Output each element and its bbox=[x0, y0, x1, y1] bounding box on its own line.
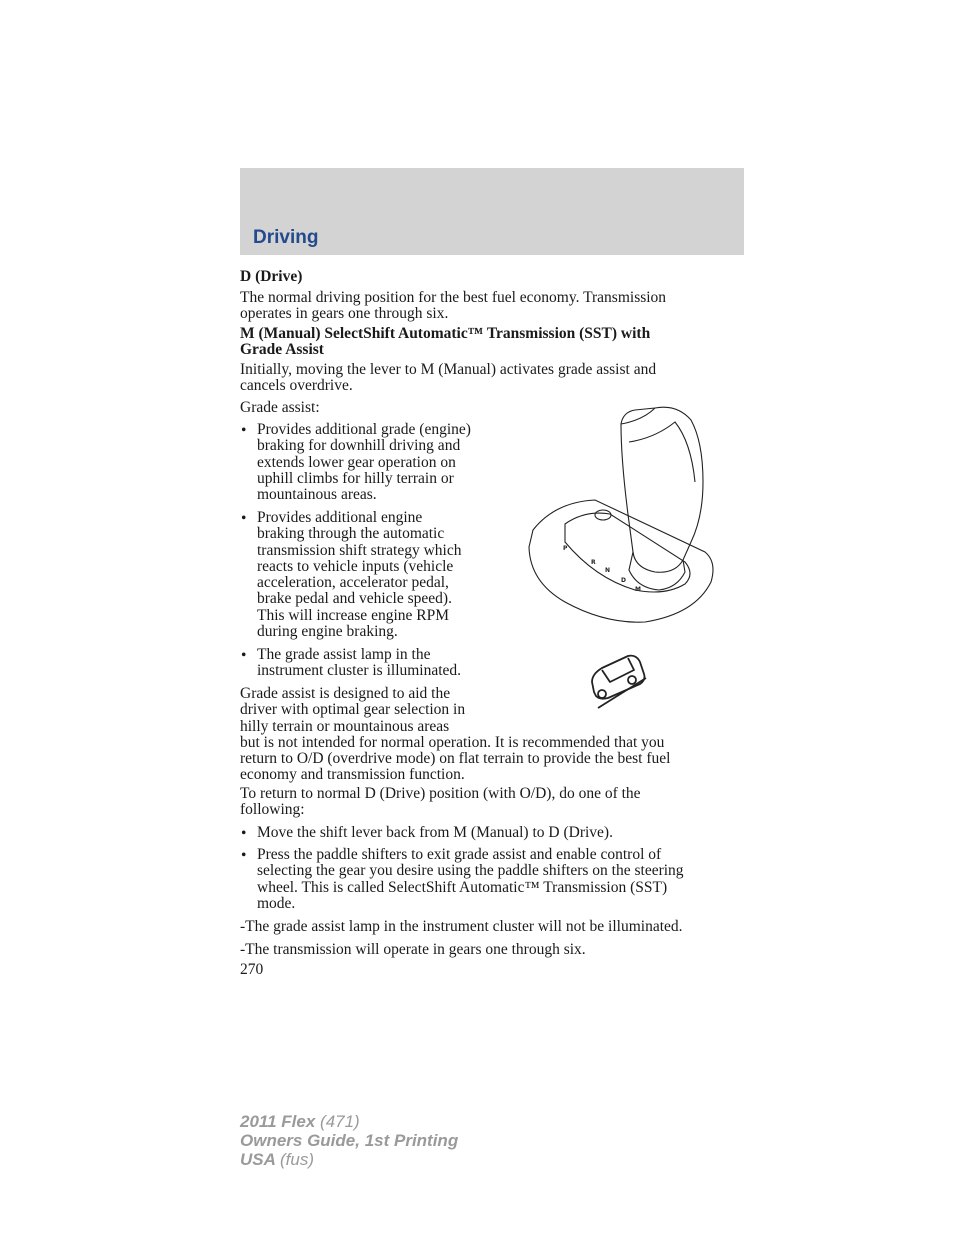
bullet-line: extends lower gear operation on bbox=[257, 453, 456, 471]
footer-code: (471) bbox=[320, 1112, 360, 1131]
footer-line-3 bbox=[240, 1150, 314, 1169]
grade-bullet-2 bbox=[257, 510, 462, 640]
return-note-2: -The transmission will operate in gears one through six. bbox=[240, 941, 586, 958]
gate-letter: D bbox=[621, 577, 626, 584]
bullet-line: acceleration, accelerator pedal, bbox=[257, 574, 449, 592]
return-intro-line: To return to normal D (Drive) position (with O/D), do one of the bbox=[240, 785, 641, 802]
bullet-line: mountainous areas. bbox=[257, 486, 377, 504]
footer-model: 2011 Flex bbox=[240, 1112, 316, 1131]
bullet-line: selecting the gear you desire using the paddle shifters on the steering bbox=[257, 862, 684, 880]
manual-intro-line: Initially, moving the lever to M (Manual) activates grade assist and bbox=[240, 361, 657, 378]
bullet-line: braking through the automatic bbox=[257, 525, 445, 543]
footer-line-1 bbox=[240, 1112, 360, 1131]
section-title: Driving bbox=[253, 227, 319, 248]
manual-heading-line: Grade Assist bbox=[240, 341, 324, 359]
drive-body-line: The normal driving position for the best fuel economy. Transmission bbox=[240, 289, 667, 306]
bullet-line: uphill climbs for hilly terrain or bbox=[257, 469, 454, 487]
return-intro bbox=[240, 786, 641, 819]
gate-letter: P bbox=[563, 545, 568, 552]
grade-bullet-1 bbox=[257, 422, 471, 503]
footer-line-2: Owners Guide, 1st Printing bbox=[240, 1131, 459, 1150]
bullet-dot: • bbox=[241, 847, 247, 864]
footer-market: USA bbox=[240, 1150, 276, 1169]
bullet-dot: • bbox=[241, 825, 247, 842]
return-note-1: -The grade assist lamp in the instrument cluster will not be illuminated. bbox=[240, 918, 683, 935]
drive-body bbox=[240, 290, 666, 323]
bullet-line: braking for downhill driving and bbox=[257, 437, 461, 455]
bullet-line: brake pedal and vehicle speed). bbox=[257, 590, 452, 608]
bullet-line: transmission shift strategy which bbox=[257, 541, 462, 559]
return-intro-line: following: bbox=[240, 801, 305, 819]
grade-assist-lamp-icon bbox=[588, 652, 650, 712]
bullet-line: This will increase engine RPM bbox=[257, 606, 449, 624]
return-bullet-1 bbox=[257, 825, 613, 841]
gear-shifter-illustration bbox=[525, 402, 720, 627]
footer-market-code: (fus) bbox=[280, 1150, 314, 1169]
manual-heading-line: M (Manual) SelectShift Automatic™ Transmission (SST) with bbox=[240, 325, 651, 342]
design-line: but is not intended for normal operation. It is recommended that you bbox=[240, 733, 665, 751]
bullet-line: The grade assist lamp in the bbox=[257, 646, 431, 663]
design-line: Grade assist is designed to aid the bbox=[240, 685, 451, 702]
design-line: driver with optimal gear selection in bbox=[240, 701, 466, 719]
design-line: economy and transmission function. bbox=[240, 766, 465, 784]
drive-heading: D (Drive) bbox=[240, 268, 303, 285]
bullet-line: Press the paddle shifters to exit grade assist and enable control of bbox=[257, 846, 662, 863]
design-line: return to O/D (overdrive mode) on flat terrain to provide the best fuel bbox=[240, 750, 671, 768]
bullet-line: instrument cluster is illuminated. bbox=[257, 662, 462, 680]
design-line: hilly terrain or mountainous areas bbox=[240, 717, 450, 735]
manual-intro-line: cancels overdrive. bbox=[240, 377, 353, 395]
drive-body-line: operates in gears one through six. bbox=[240, 305, 449, 323]
grade-assist-label: Grade assist: bbox=[240, 399, 320, 416]
manual-intro bbox=[240, 362, 656, 395]
return-bullet-2 bbox=[257, 847, 684, 912]
gate-letter: R bbox=[591, 559, 596, 566]
bullet-line: mode. bbox=[257, 894, 296, 912]
grade-bullet-3 bbox=[257, 647, 461, 680]
bullet-line: Provides additional engine bbox=[257, 509, 423, 526]
bullet-line: during engine braking. bbox=[257, 623, 398, 641]
bullet-dot: • bbox=[241, 422, 247, 439]
gate-letter: M bbox=[635, 586, 641, 593]
bullet-dot: • bbox=[241, 647, 247, 664]
manual-heading bbox=[240, 326, 650, 359]
bullet-dot: • bbox=[241, 510, 247, 527]
bullet-line: Move the shift lever back from M (Manual) to D (Drive). bbox=[257, 824, 613, 841]
bullet-line: reacts to vehicle inputs (vehicle bbox=[257, 557, 454, 575]
page-number: 270 bbox=[240, 961, 264, 978]
bullet-line: wheel. This is called SelectShift Automatic™ Transmission (SST) bbox=[257, 878, 668, 896]
gate-letter: N bbox=[605, 567, 611, 574]
bullet-line: Provides additional grade (engine) bbox=[257, 421, 471, 438]
